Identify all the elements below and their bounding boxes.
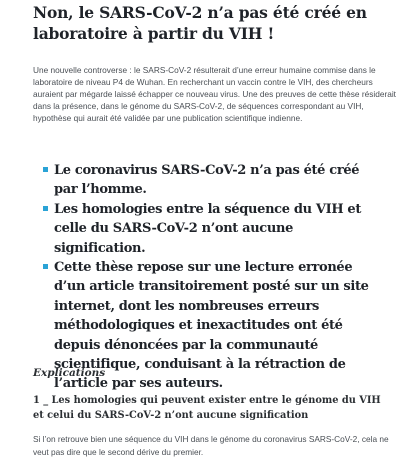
square-bullet-icon (43, 264, 48, 269)
key-point-text: Le coronavirus SARS-CoV-2 n’a pas été créé par l’homme. (54, 163, 360, 198)
key-point-item (43, 161, 383, 200)
key-points-list (43, 161, 383, 394)
key-point-text: Les homologies entre la séquence du VIH et celle du SARS-CoV-2 n’ont aucune signification. (54, 201, 362, 256)
article-intro: Une nouvelle controverse : le SARS-CoV-2 résulterait d’une erreur humaine commise dans le laboratoire de niveau P4 de Wuhan. En recherchant un vaccin contre le VIH, des chercheurs auraient par mégarde laissé échapper ce nouveau virus. Une des preuves de cette thèse résiderait dans la présence, dans le génome du SARS-CoV-2, de séquences correspondant au VIH, hypothèse qui aurait été validée par une publication scientifique indienne. (33, 65, 396, 123)
square-bullet-icon (43, 167, 48, 172)
square-bullet-icon (43, 206, 48, 211)
section-heading: Explications (33, 367, 106, 379)
key-point-text: Cette thèse repose sur une lecture erronée d’un article transitoirement posté sur un site internet, dont les nombreuses erreurs méthodologiques et inexactitudes ont été depuis dénoncées par la communauté scientifique, conduisant à la rétraction de l’article par ses auteurs. (54, 260, 369, 392)
body-paragraph: Si l’on retrouve bien une séquence du VIH dans le génome du coronavirus SARS-CoV-2, cela ne veut pas dire que le second dérive du premier. (33, 434, 389, 457)
subsection-heading: 1 _ Les homologies qui peuvent exister entre le génome du VIH et celui du SARS-CoV-2 n’ont aucune signification (33, 395, 381, 421)
article-title: Non, le SARS-CoV-2 n’a pas été créé en laboratoire à partir du VIH ! (33, 3, 367, 43)
key-point-item (43, 200, 383, 258)
